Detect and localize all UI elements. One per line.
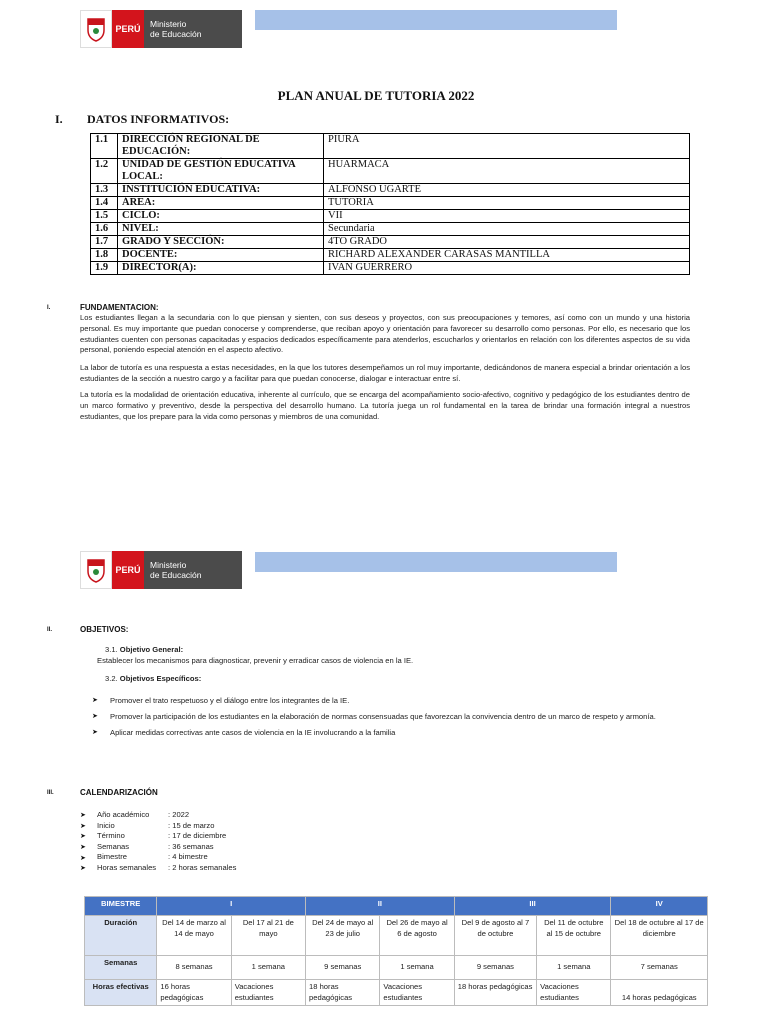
duracion-cell: Del 17 al 21 de mayo [231,916,305,956]
row-label: DIRECTOR(A): [118,262,324,275]
minedu-logo [80,10,242,48]
row-value: HUARMACA [324,159,690,184]
list-item [80,863,236,874]
list-item-value: : 4 bimestre [168,852,208,862]
objetivo-especifico-3: Aplicar medidas correctivas ante casos de violencia en la IE involucrando a la familia [110,728,396,737]
semanas-cell: 1 semana [231,956,305,980]
table-row [91,210,690,223]
list-item-label: Año académico [97,810,150,820]
objetivo-general-text: Establecer los mecanismos para diagnosticar, prevenir y erradicar casos de violencia en la IE. [97,656,414,665]
minedu-logo-2 [80,551,242,589]
table-row: Duración Del 14 de marzo al 14 de mayo Del 17 al 21 de mayo Del 24 de mayo al 23 de julio Del 26 de mayo al 6 de agosto Del 9 de agosto al 7 de octubre Del 11 de octubre al 15 de octubre Del 18 de octubre al 17 de diciembre [85,916,708,956]
logo-ministerio: Ministerio de Educación [144,10,242,48]
row-label: GRADO Y SECCIÓN: [118,236,324,249]
duracion-cell: Del 24 de mayo al 23 de julio [306,916,380,956]
row-number: 1.4 [91,197,118,210]
semanas-cell: 1 semana [380,956,454,980]
objetivos-number: II. [47,627,53,633]
horas-cell: Vacaciones estudiantes [537,980,611,1006]
fundamentacion-paragraph-3: La tutoría es la modalidad de orientación educativa, inherente al currículo, que se encarga del acompañamiento socio-afectivo, cognitivo y pedagógico de los estudiantes dentro de un marco formativo y preventivo, desde la perspectiva del desarrollo humano. La tutoría juega un rol fundamental en la tarea de brindar una formación integral a nuestros estudiantes, que los prepare para la vida como personas y miembros de una comunidad. [80,390,690,421]
row-label: INSTITUCIÓN EDUCATIVA: [118,184,324,197]
horas-cell: 16 horas pedagógicas [157,980,231,1006]
arrow-bullet-icon: ➤ [80,822,86,830]
table-row [91,249,690,262]
table-row [91,223,690,236]
peru-crest-icon [80,551,112,589]
header-blue-bar [255,10,617,30]
table-row [91,134,690,159]
peru-crest-icon [80,10,112,48]
list-item-label: Horas semanales [97,863,157,873]
list-item [80,810,236,821]
table-row: Horas efectivas 16 horas pedagógicas Vacaciones estudiantes 18 horas pedagógicas Vacaciones estudiantes 18 horas pedagógicas Vacaciones estudiantes 14 horas pedagógicas [85,980,708,1006]
list-item [80,852,236,863]
fundamentacion-paragraph-2: La labor de tutoría es una respuesta a estas necesidades, en la que los tutores desempeñamos un rol muy importante, dedicándonos de manera especial a brindar orientación a los estudiantes de la sección a nuestro cargo y a facilitar para que puedan conocerse, dialogar e interactuar entre sí. [80,363,690,383]
objetivo-especifico-1: Promover el trato respetuoso y el diálogo entre los integrantes de la IE. [110,696,350,705]
duracion-cell: Del 11 de octubre al 15 de octubre [537,916,611,956]
duracion-cell: Del 18 de octubre al 17 de diciembre [611,916,708,956]
section1-number: I. [55,112,63,126]
fundamentacion-number: I. [47,305,51,311]
objetivos-especificos-title: 3.2. Objetivos Específicos: [105,674,202,683]
list-item-value: : 36 semanas [168,841,214,851]
duracion-cell: Del 14 de marzo al 14 de mayo [157,916,231,956]
row-value: PIURA [324,134,690,159]
row-number: 1.3 [91,184,118,197]
table-row [91,159,690,184]
arrow-bullet-icon: ➤ [80,812,86,820]
row-number: 1.6 [91,223,118,236]
arrow-bullet-icon: ➤ [92,729,98,736]
list-item-value: : 17 de diciembre [168,831,227,841]
header-blue-bar-2 [255,552,617,572]
list-item-value: : 2022 [168,810,190,820]
arrow-bullet-icon: ➤ [80,844,86,852]
fundamentacion-heading: FUNDAMENTACION: [80,303,159,312]
list-item-label: Término [97,831,125,841]
semanas-cell: 8 semanas [157,956,231,980]
duracion-cell: Del 26 de mayo al 6 de agosto [380,916,454,956]
row-number: 1.8 [91,249,118,262]
horas-cell: 14 horas pedagógicas [611,980,708,1006]
logo-ministerio: Ministerio de Educación [144,551,242,589]
row-value: 4TO GRADO [324,236,690,249]
horas-cell: 18 horas pedagógicas [454,980,536,1006]
row-value: ALFONSO UGARTE [324,184,690,197]
row-number: 1.1 [91,134,118,159]
row-value: TUTORIA [324,197,690,210]
table-row [91,236,690,249]
section1-heading: DATOS INFORMATIVOS: [87,112,230,126]
arrow-bullet-icon: ➤ [80,854,86,862]
row-value: RICHARD ALEXANDER CARASAS MANTILLA [324,249,690,262]
calendarizacion-heading: CALENDARIZACIÓN [80,788,158,797]
semanas-cell: 9 semanas [306,956,380,980]
arrow-bullet-icon: ➤ [80,865,86,873]
table-row [91,184,690,197]
row-label: DIRECCIÓN REGIONAL DE EDUCACIÓN: [118,134,324,159]
arrow-bullet-icon: ➤ [92,713,98,720]
row-value: Secundaria [324,223,690,236]
semanas-cell: 7 semanas [611,956,708,980]
arrow-bullet-icon: ➤ [80,833,86,841]
row-label: DOCENTE: [118,249,324,262]
objetivo-general-title: 3.1. Objetivo General: [105,645,184,654]
duracion-cell: Del 9 de agosto al 7 de octubre [454,916,536,956]
logo-peru-label: PERÚ [112,551,144,589]
row-value: IVAN GUERRERO [324,262,690,275]
list-item-value: : 2 horas semanales [168,863,237,873]
row-label: NIVEL: [118,223,324,236]
row-number: 1.7 [91,236,118,249]
table-row: BIMESTRE I II III IV [85,897,708,916]
list-item-label: Inicio [97,820,115,830]
row-label: ÁREA: [118,197,324,210]
table-row [91,197,690,210]
semanas-cell: 1 semana [537,956,611,980]
list-item-value: : 15 de marzo [168,820,215,830]
calendarizacion-table [84,896,708,1006]
horas-cell: 18 horas pedagógicas [306,980,380,1006]
objetivos-heading: OBJETIVOS: [80,625,129,634]
row-label: CICLO: [118,210,324,223]
row-value: VII [324,210,690,223]
horas-cell: Vacaciones estudiantes [380,980,454,1006]
horas-cell: Vacaciones estudiantes [231,980,305,1006]
list-item-label: Semanas [97,841,130,851]
arrow-bullet-icon: ➤ [92,697,98,704]
logo-peru-label: PERÚ [112,10,144,48]
list-item [80,831,236,842]
semanas-cell: 9 semanas [454,956,536,980]
list-item [80,842,236,853]
row-number: 1.5 [91,210,118,223]
table-row [91,262,690,275]
list-item [80,821,236,832]
calendarizacion-list [80,810,236,874]
datos-informativos-table [90,133,690,275]
table-row: Semanas 8 semanas 1 semana 9 semanas 1 semana 9 semanas 1 semana 7 semanas [85,956,708,980]
fundamentacion-paragraph-1: Los estudiantes llegan a la secundaria con lo que piensan y sienten, con sus deseos y proyectos, con sus preocupaciones y temores, así como con un mundo y una historia personal. Es muy importante que puedan conocerse y comprenderse, que reciban apoyo y orientación para favorecer su desarrollo como personas. Por ello, es necesario que los estudiantes cuenten con personas capacitadas y espacios dedicados específicamente para atenderlos, escucharlos y orientarlos en relación con los diferentes aspectos de su vida personal, poniendo especial atención en el aspecto afectivo. [80,313,690,355]
row-number: 1.2 [91,159,118,184]
list-item-label: Bimestre [97,852,127,862]
row-label: UNIDAD DE GESTIÓN EDUCATIVA LOCAL: [118,159,324,184]
objetivo-especifico-2: Promover la participación de los estudiantes en la elaboración de normas consensuadas que favorezcan la convivencia dentro de un marco de respeto y armonía. [110,712,656,721]
page-title: PLAN ANUAL DE TUTORIA 2022 [277,88,475,103]
row-number: 1.9 [91,262,118,275]
calendarizacion-number: III. [47,790,54,796]
